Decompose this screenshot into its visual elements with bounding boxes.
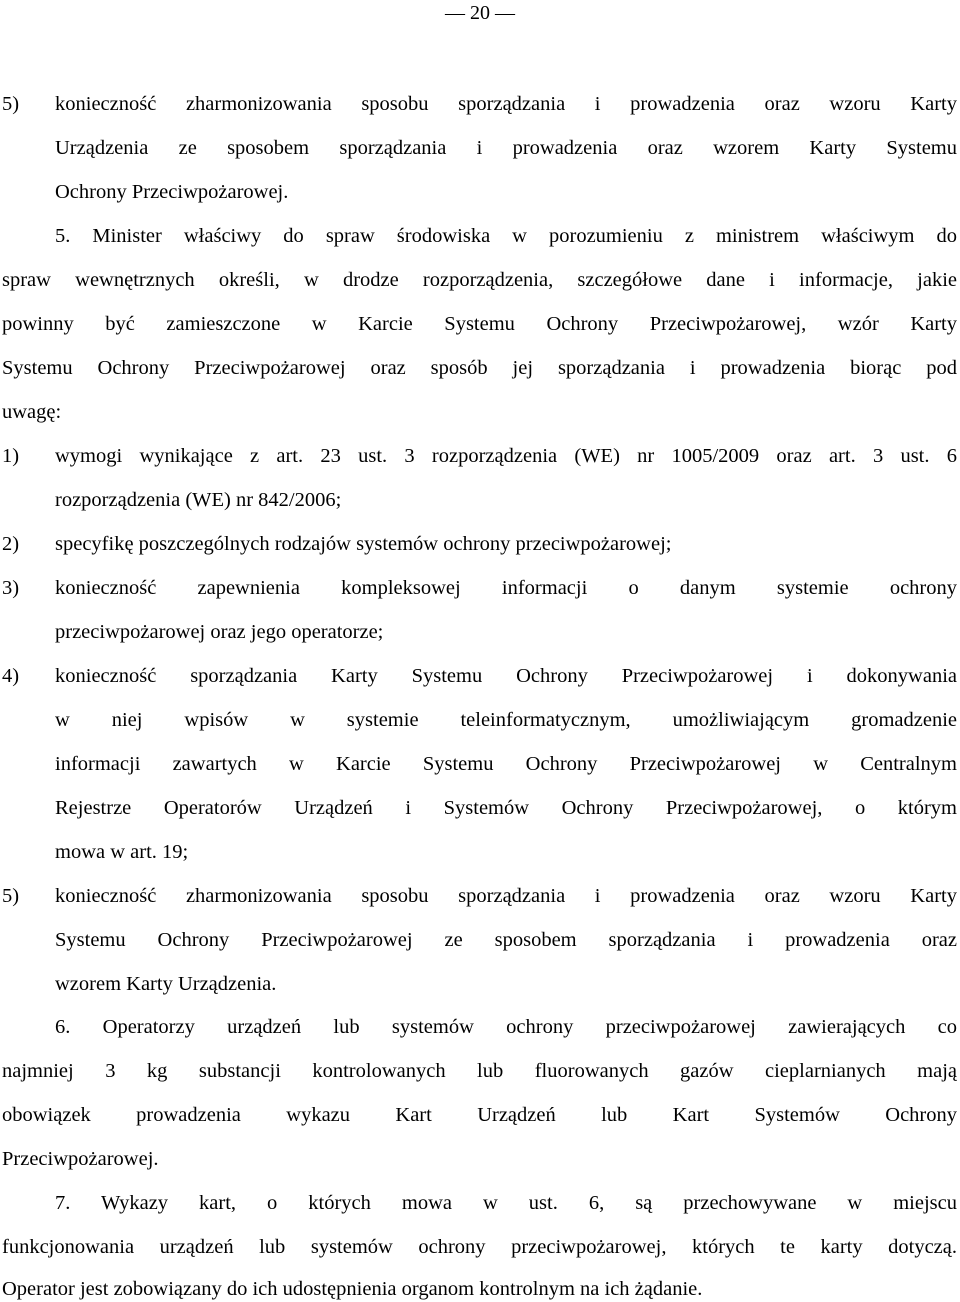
paragraph-line: spraw wewnętrznych określi, w drodze rozporządzenia, szczegółowe dane i informacje, jakie [2, 269, 957, 291]
paragraph-line: powinny być zamieszczone w Karcie Systemu Ochrony Przeciwpożarowej, wzór Karty [2, 313, 957, 335]
list-item-line: mowa w art. 19; [55, 841, 189, 863]
paragraph-line: 7. Wykazy kart, o których mowa w ust. 6, są przechowywane w miejscu [55, 1192, 957, 1214]
paragraph-line: uwagę: [2, 401, 62, 423]
list-item-line: konieczność zharmonizowania sposobu sporządzania i prowadzenia oraz wzoru Karty [55, 885, 957, 907]
list-item-number: 1) [2, 445, 20, 467]
list-item-line: Ochrony Przeciwpożarowej. [55, 181, 289, 203]
list-item-number: 5) [2, 885, 20, 907]
list-item-number: 4) [2, 665, 20, 687]
list-item-line: konieczność sporządzania Karty Systemu Ochrony Przeciwpożarowej i dokonywania [55, 665, 957, 687]
list-item-line: Systemu Ochrony Przeciwpożarowej ze sposobem sporządzania i prowadzenia oraz [55, 929, 957, 951]
paragraph-line: 6. Operatorzy urządzeń lub systemów ochrony przeciwpożarowej zawierających co [55, 1016, 957, 1038]
list-item-number: 2) [2, 533, 20, 555]
list-item-line: konieczność zharmonizowania sposobu sporządzania i prowadzenia oraz wzoru Karty [55, 93, 957, 115]
list-item-line: rozporządzenia (WE) nr 842/2006; [55, 489, 342, 511]
list-item-line: Rejestrze Operatorów Urządzeń i Systemów Ochrony Przeciwpożarowej, o którym [55, 797, 957, 819]
paragraph-line: Operator jest zobowiązany do ich udostępnienia organom kontrolnym na ich żądanie. [2, 1278, 703, 1300]
list-item-line: wymogi wynikające z art. 23 ust. 3 rozporządzenia (WE) nr 1005/2009 oraz art. 3 ust. 6 [55, 445, 957, 467]
list-item-line: informacji zawartych w Karcie Systemu Ochrony Przeciwpożarowej w Centralnym [55, 753, 957, 775]
list-item-line: w niej wpisów w systemie teleinformatycznym, umożliwiającym gromadzenie [55, 709, 957, 731]
list-item-line: konieczność zapewnienia kompleksowej informacji o danym systemie ochrony [55, 577, 957, 599]
paragraph-line: funkcjonowania urządzeń lub systemów ochrony przeciwpożarowej, których te karty dotyczą. [2, 1236, 957, 1258]
list-item-line: przeciwpożarowej oraz jego operatorze; [55, 621, 384, 643]
paragraph-line: 5. Minister właściwy do spraw środowiska w porozumieniu z ministrem właściwym do [55, 225, 957, 247]
paragraph-line: Systemu Ochrony Przeciwpożarowej oraz sposób jej sporządzania i prowadzenia biorąc pod [2, 357, 957, 379]
list-item-line: wzorem Karty Urządzenia. [55, 973, 277, 995]
list-item-line: specyfikę poszczególnych rodzajów systemów ochrony przeciwpożarowej; [55, 533, 672, 555]
paragraph-line: obowiązek prowadzenia wykazu Kart Urządzeń lub Kart Systemów Ochrony [2, 1104, 957, 1126]
page-number: — 20 — [445, 2, 515, 24]
list-item-line: Urządzenia ze sposobem sporządzania i prowadzenia oraz wzorem Karty Systemu [55, 137, 957, 159]
paragraph-line: najmniej 3 kg substancji kontrolowanych lub fluorowanych gazów cieplarnianych mają [2, 1060, 957, 1082]
list-item-number: 5) [2, 93, 20, 115]
list-item-number: 3) [2, 577, 20, 599]
paragraph-line: Przeciwpożarowej. [2, 1148, 159, 1170]
